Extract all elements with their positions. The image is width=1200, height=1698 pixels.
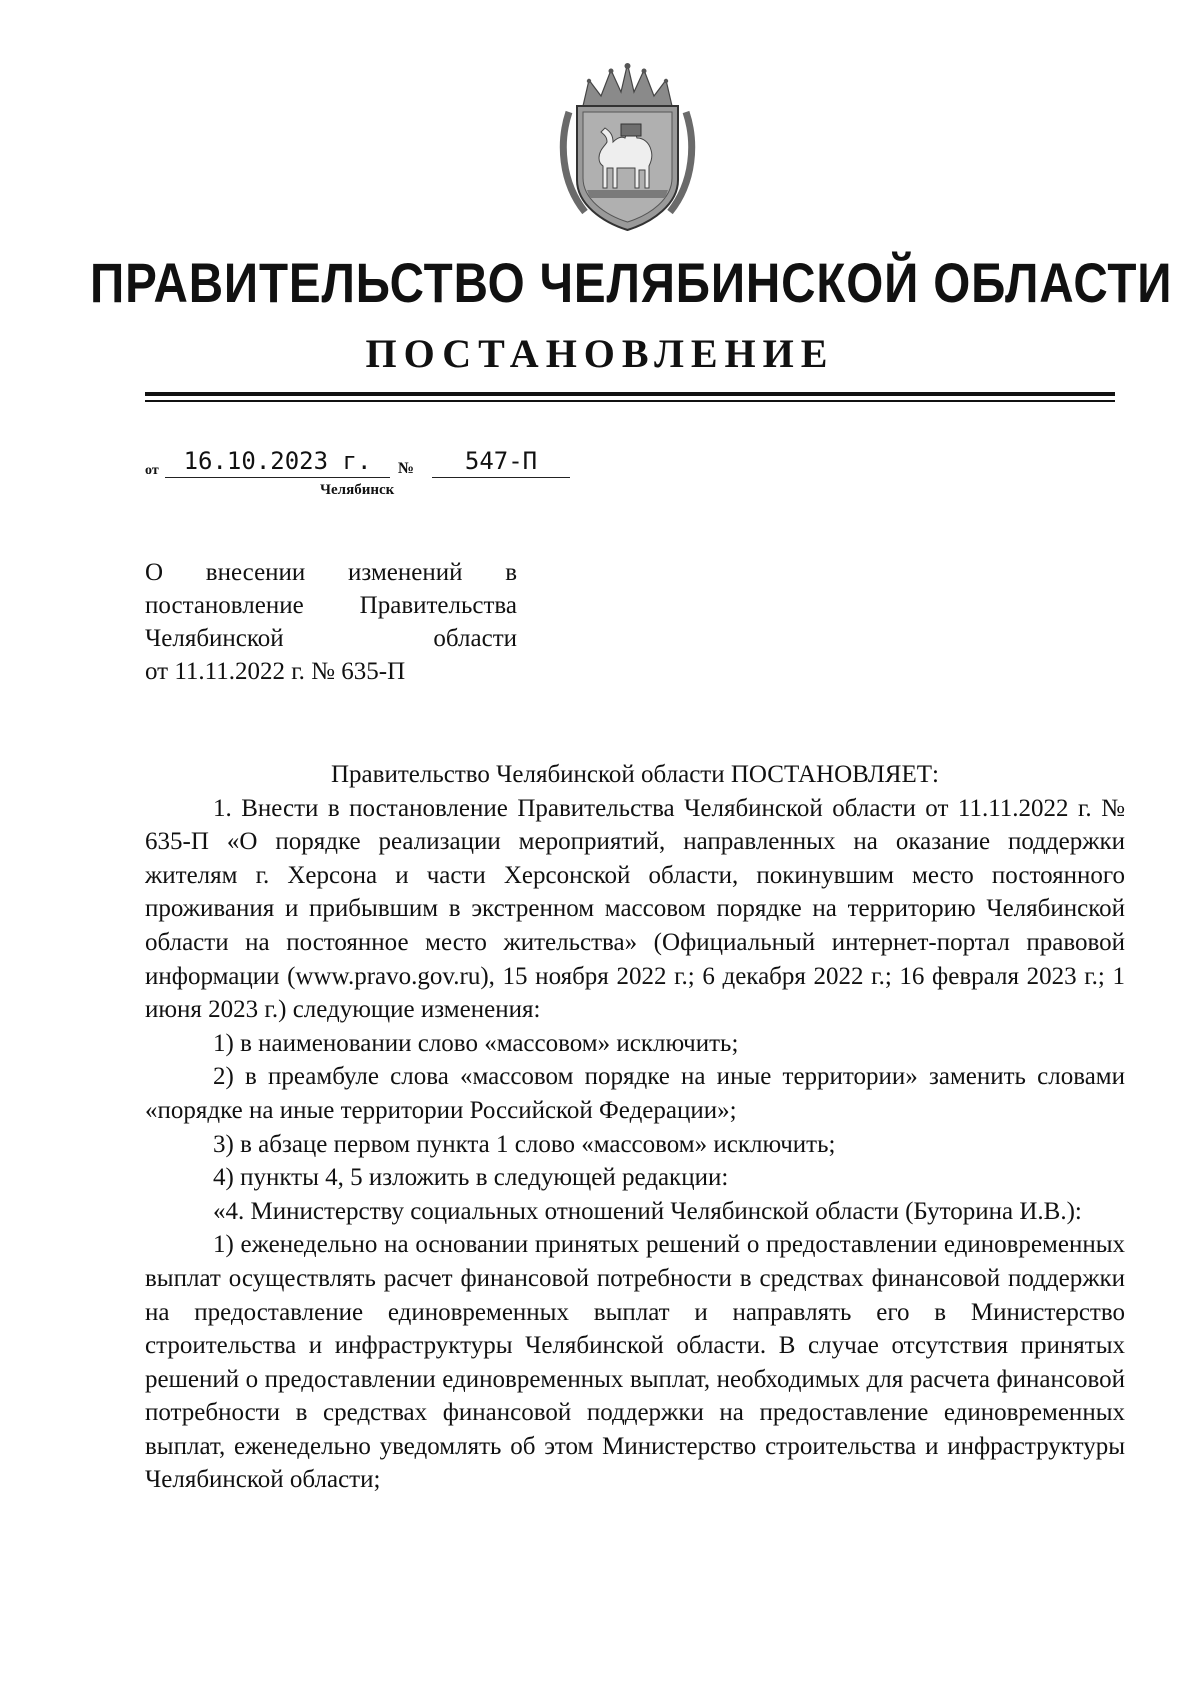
subject-line: от 11.11.2022 г. № 635-П: [145, 658, 406, 685]
document-number: 547-П: [432, 445, 570, 478]
body-paragraph: 4) пункты 4, 5 изложить в следующей редакции:: [213, 1164, 729, 1192]
subject-line: О внесении изменений в: [145, 559, 517, 586]
coat-of-arms-emblem: [555, 62, 700, 234]
document-subject: [145, 556, 517, 688]
body-paragraph: 1. Внести в постановление Правительства Челябинской области от 11.11.2022 г. № 635-П «О порядке реализации мероприятий, направленных на оказание поддержки жителям г. Херсона и части Херсонской области, покинувшим место постоянного проживания и прибывшим в экстренном массовом порядке на территорию Челябинской области на постоянное место жительства» (Официальный интернет-портал правовой информации (www.pravo.gov.ru), 15 ноября 2022 г.; 6 декабря 2022 г.; 16 февраля 2023 г.; 1 июня 2023 г.) следующие изменения:: [145, 794, 1125, 1024]
document-date: 16.10.2023 г.: [165, 445, 390, 478]
document-body: [145, 758, 1125, 1497]
body-paragraph: 1) в наименовании слово «массовом» исключить;: [213, 1029, 739, 1057]
body-paragraph: «4. Министерству социальных отношений Челябинской области (Буторина И.В.):: [213, 1197, 1082, 1225]
header-divider-thick: [145, 392, 1115, 396]
body-paragraph: 2) в преамбуле слова «массовом порядке на иные территории» заменить словами «порядке на иные территории Российской Федерации»;: [145, 1063, 1125, 1124]
subject-line: постановление Правительства: [145, 592, 517, 619]
body-paragraph: 3) в абзаце первом пункта 1 слово «массовом» исключить;: [213, 1130, 836, 1158]
body-paragraph: 1) еженедельно на основании принятых решений о предоставлении единовременных выплат осуществлять расчет финансовой потребности в средствах финансовой поддержки на предоставление единовременных выплат и направлять его в Министерство строительства и инфраструктуры Челябинской области. В случае отсутствия принятых решений о предоставлении единовременных выплат, необходимых для расчета финансовой потребности в средствах финансовой поддержки на предоставление единовременных выплат, еженедельно уведомлять об этом Министерство строительства и инфраструктуры Челябинской области;: [145, 1231, 1125, 1494]
number-prefix: №: [398, 460, 415, 477]
resolution-intro: Правительство Челябинской области ПОСТАНОВЛЯЕТ:: [331, 761, 939, 788]
document-city: Челябинск: [320, 482, 395, 498]
subject-line: Челябинской области: [145, 625, 517, 652]
organization-title: ПРАВИТЕЛЬСТВО ЧЕЛЯБИНСКОЙ ОБЛАСТИ: [90, 251, 1173, 314]
header-divider-thin: [145, 400, 1115, 402]
document-type-title: ПОСТАНОВЛЕНИЕ: [365, 331, 835, 376]
date-prefix: от: [145, 463, 159, 478]
